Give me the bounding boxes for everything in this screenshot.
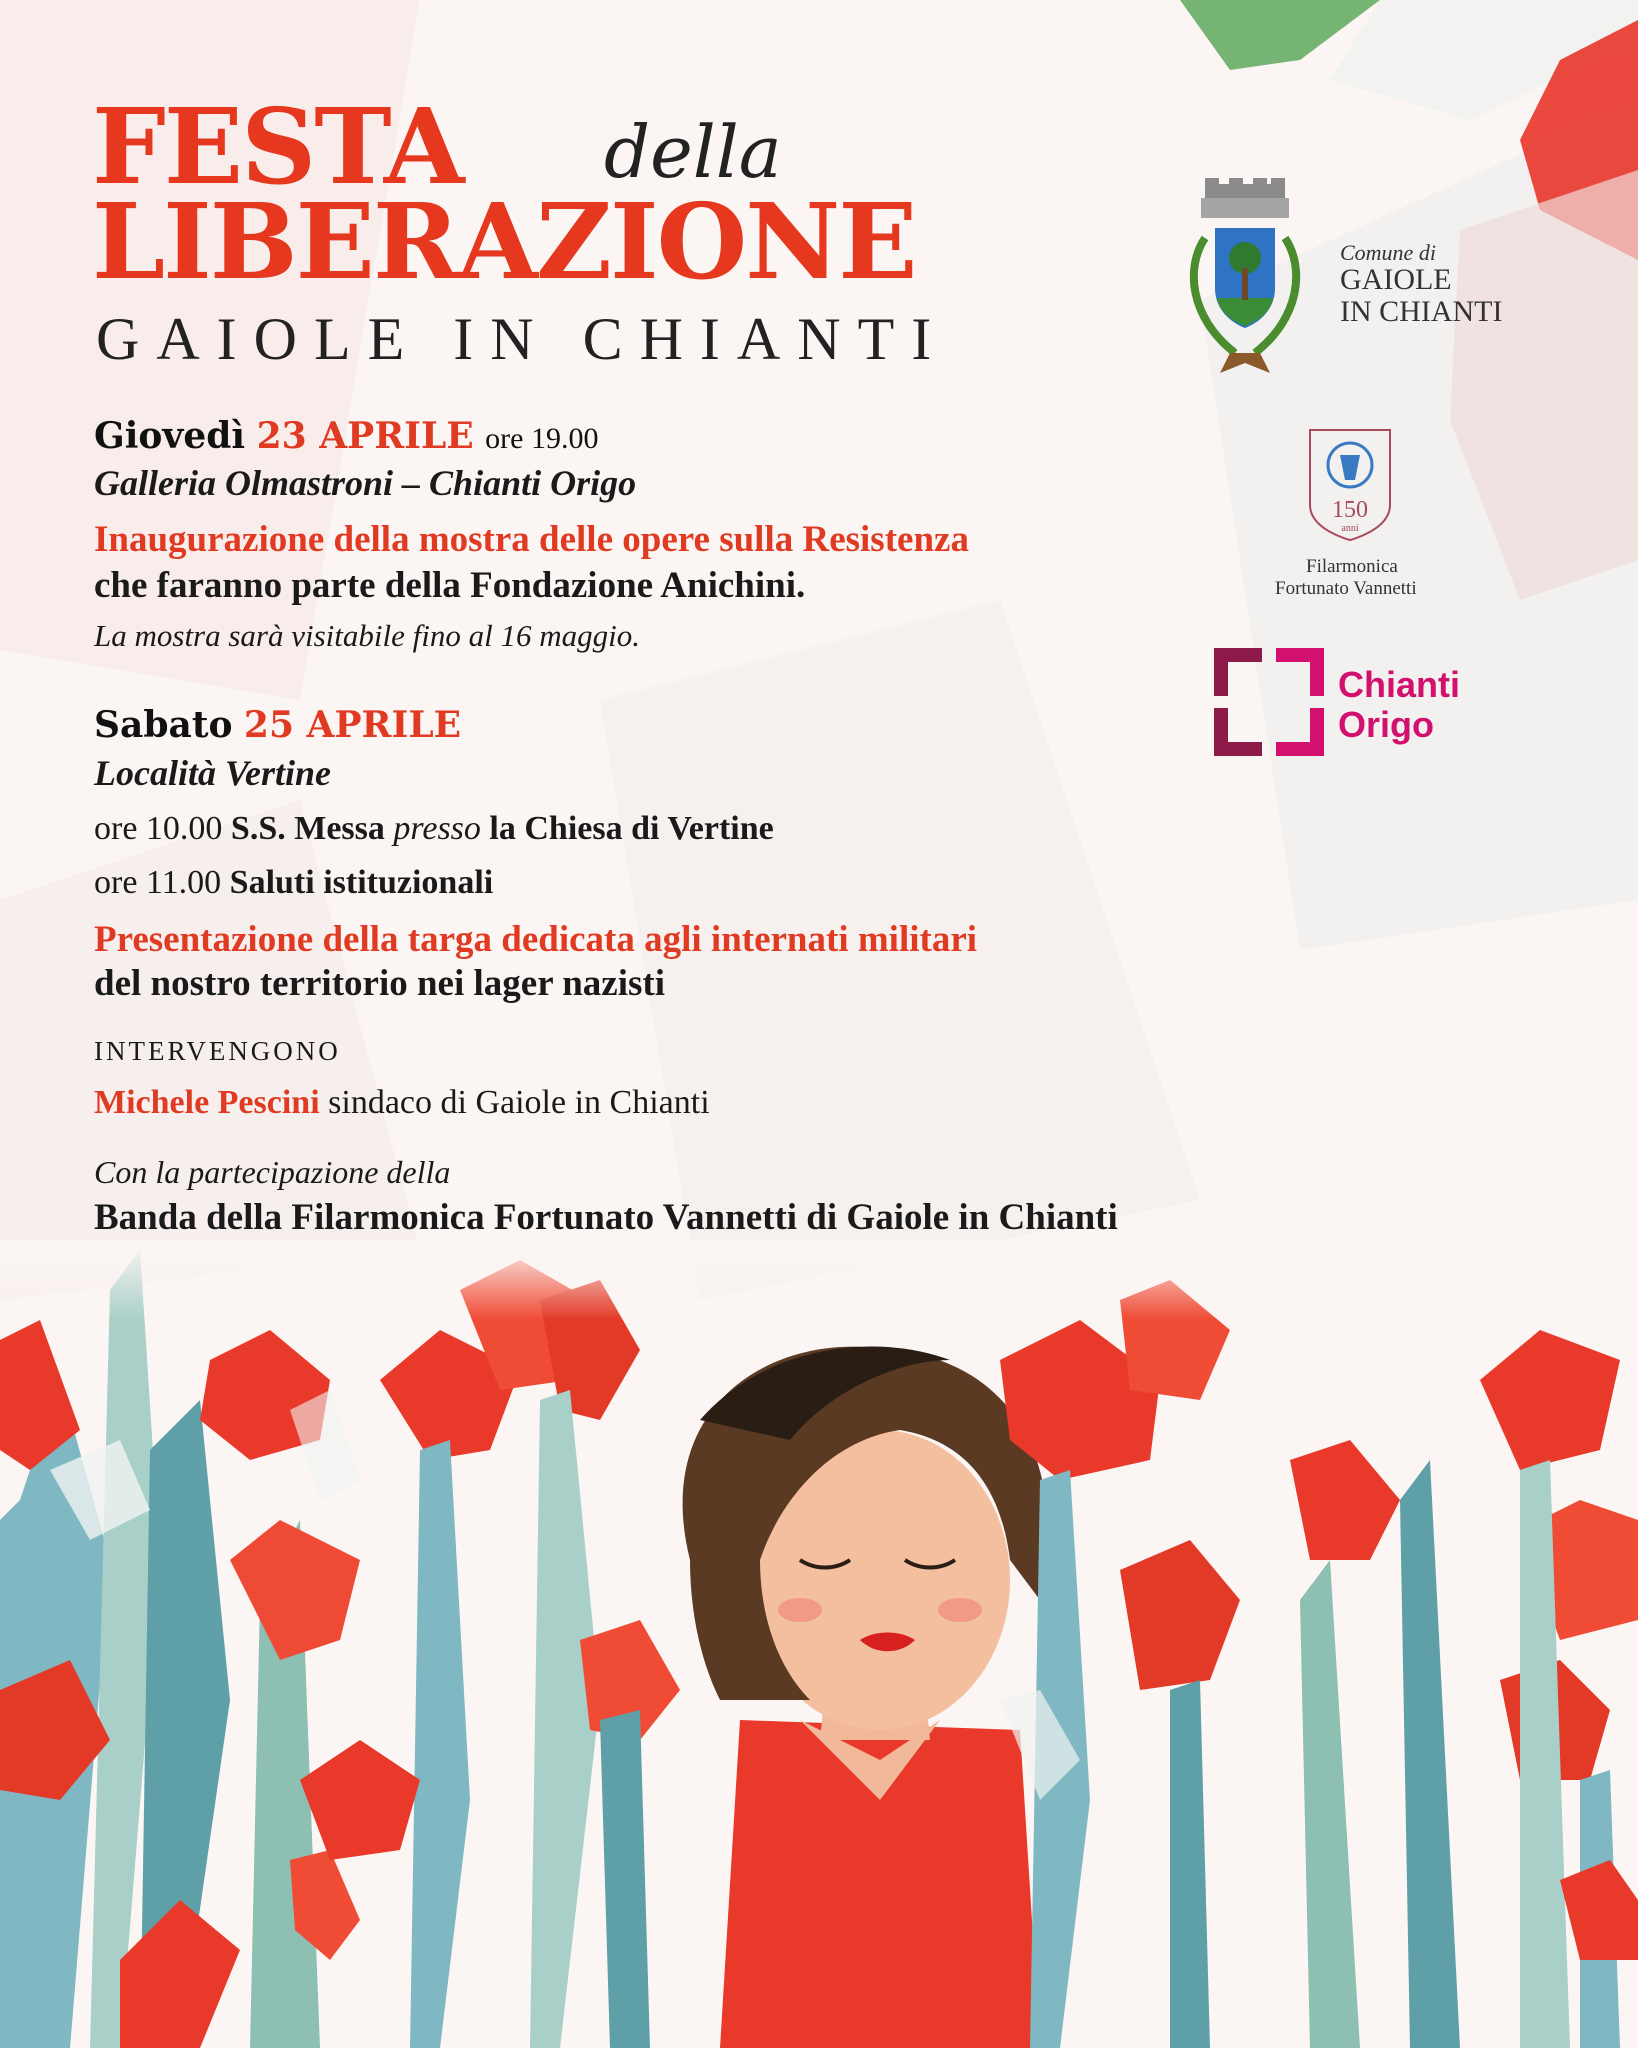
filarmonica-label-line2: Fortunato Vannetti (1275, 578, 1417, 599)
event2-line1-bold: S.S. Messa (230, 810, 385, 847)
title-festa: FESTA (92, 85, 463, 208)
comune-label-line1: Comune di (1340, 240, 1436, 265)
event2-line2-bold: Saluti istituzionali (229, 864, 494, 901)
comune-coat-of-arms-icon (1175, 178, 1315, 388)
filarmonica-shield-icon (1305, 425, 1395, 545)
event2-line1 (94, 810, 774, 848)
chianti-origo-label-line1: Chianti (1338, 664, 1460, 705)
event2-date-line (94, 704, 461, 746)
event2-date: 25 APRILE (243, 704, 462, 746)
event2-place: Località Vertine (94, 753, 331, 793)
event1-note: La mostra sarà visitabile fino al 16 maggio. (94, 618, 640, 653)
participation-intro: Con la partecipazione della (94, 1154, 451, 1190)
speakers-label: INTERVENGONO (94, 1036, 341, 1066)
event2-line1-rest: la Chiesa di Vertine (489, 810, 774, 847)
event1-time: ore 19.00 (485, 422, 599, 455)
event2-headline: Presentazione della targa dedicata agli internati militari (94, 919, 978, 960)
chianti-origo-label-line2: Origo (1338, 704, 1434, 745)
comune-label-line2: GAIOLE (1340, 263, 1452, 296)
event2-day: Sabato (94, 704, 233, 746)
event1-place: Galleria Olmastroni – Chianti Origo (94, 463, 637, 503)
title-liberazione: LIBERAZIONE (92, 180, 916, 303)
comune-label-line3: IN CHIANTI (1340, 295, 1503, 328)
event1-date: 23 APRILE (256, 415, 474, 457)
chianti-origo-logo-icon (1214, 648, 1324, 756)
event2-subline: del nostro territorio nei lager nazisti (94, 963, 665, 1004)
event1-subline: che faranno parte della Fondazione Anichini. (94, 565, 806, 606)
event2-line1-italic: presso (393, 810, 481, 847)
participation-band: Banda della Filarmonica Fortunato Vannetti di Gaiole in Chianti (94, 1197, 1118, 1238)
event1-date-line (94, 415, 598, 457)
filarmonica-anni: anni (1341, 523, 1359, 534)
subtitle-location: GAIOLE IN CHIANTI (96, 306, 949, 372)
speaker-role: sindaco di Gaiole in Chianti (328, 1084, 710, 1121)
event1-day: Giovedì (94, 415, 246, 457)
filarmonica-number: 150 (1332, 497, 1368, 523)
event2-line2-time: ore 11.00 (94, 864, 222, 901)
speaker-line (94, 1084, 710, 1122)
event2-line2 (94, 864, 493, 902)
speaker-name: Michele Pescini (94, 1084, 320, 1121)
event2-line1-time: ore 10.00 (94, 810, 223, 847)
event1-headline: Inaugurazione della mostra delle opere sulla Resistenza (94, 519, 969, 560)
title-della: della (604, 110, 782, 194)
filarmonica-label-line1: Filarmonica (1306, 556, 1398, 577)
